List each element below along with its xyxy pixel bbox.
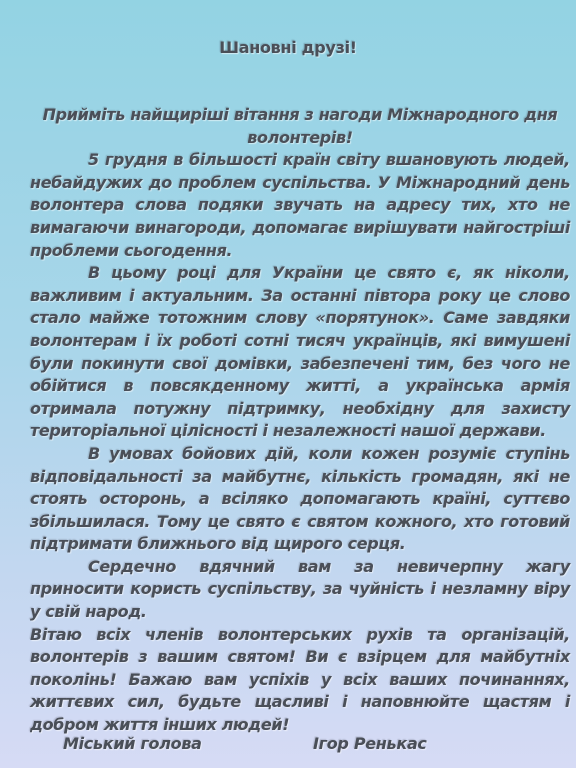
signatory-position: Міський голова — [63, 734, 202, 753]
body-paragraph: В умовах бойових дій, коли кожен розуміє ступінь відповідальності за майбутнє, кількість громадян, які не стоять осторонь, а всіляко допомагають країні, суттєво збільшилася. Тому це свято є святом кожного, хто готовий підтримати ближнього від щирого серця. — [30, 443, 570, 554]
letter-body — [30, 104, 570, 737]
closing-paragraph: Вітаю всіх членів волонтерських рухів та організацій, волонтерів з вашим святом! Ви є взірцем для майбутніх поколінь! Бажаю вам успіхів у всіх ваших починаннях, життєвих сил, будьте щасливі і наповнюйте щастям і добром життя інших людей! — [30, 624, 570, 735]
body-paragraph: В цьому році для України це свято є, як ніколи, важливим і актуальним. За останні півтора року це слово стало майже тотожним слову «порятунок». Саме завдяки волонтерам і їх роботі сотні тисяч українців, які вимушені були покинути свої домівки, забезпечені тим, без чого не обійтися в повсякденному житті, а українська армія отримала потужну підтримку, необхідну для захисту територіальної цілісності і незалежності нашої держави. — [30, 263, 570, 441]
signatory-name: Ігор Ренькас — [313, 734, 427, 753]
body-paragraph: Сердечно вдячний вам за невичерпну жагу приносити користь суспільству, за чуйність і незламну віру у свій народ. — [30, 556, 570, 622]
intro-paragraph: Прийміть найщиріші вітання з нагоди Міжнародного дня волонтерів! — [42, 105, 558, 147]
greeting-heading: Шановні друзі! — [219, 38, 357, 57]
signature-block — [0, 734, 576, 758]
body-paragraph: 5 грудня в більшості країн світу вшановують людей, небайдужих до проблем суспільства. У Міжнародний день волонтера слова подяки звучать на адресу тих, хто не вимагаючи винагороди, допомагає вирішувати найгостріші проблеми сьогодення. — [30, 150, 570, 260]
